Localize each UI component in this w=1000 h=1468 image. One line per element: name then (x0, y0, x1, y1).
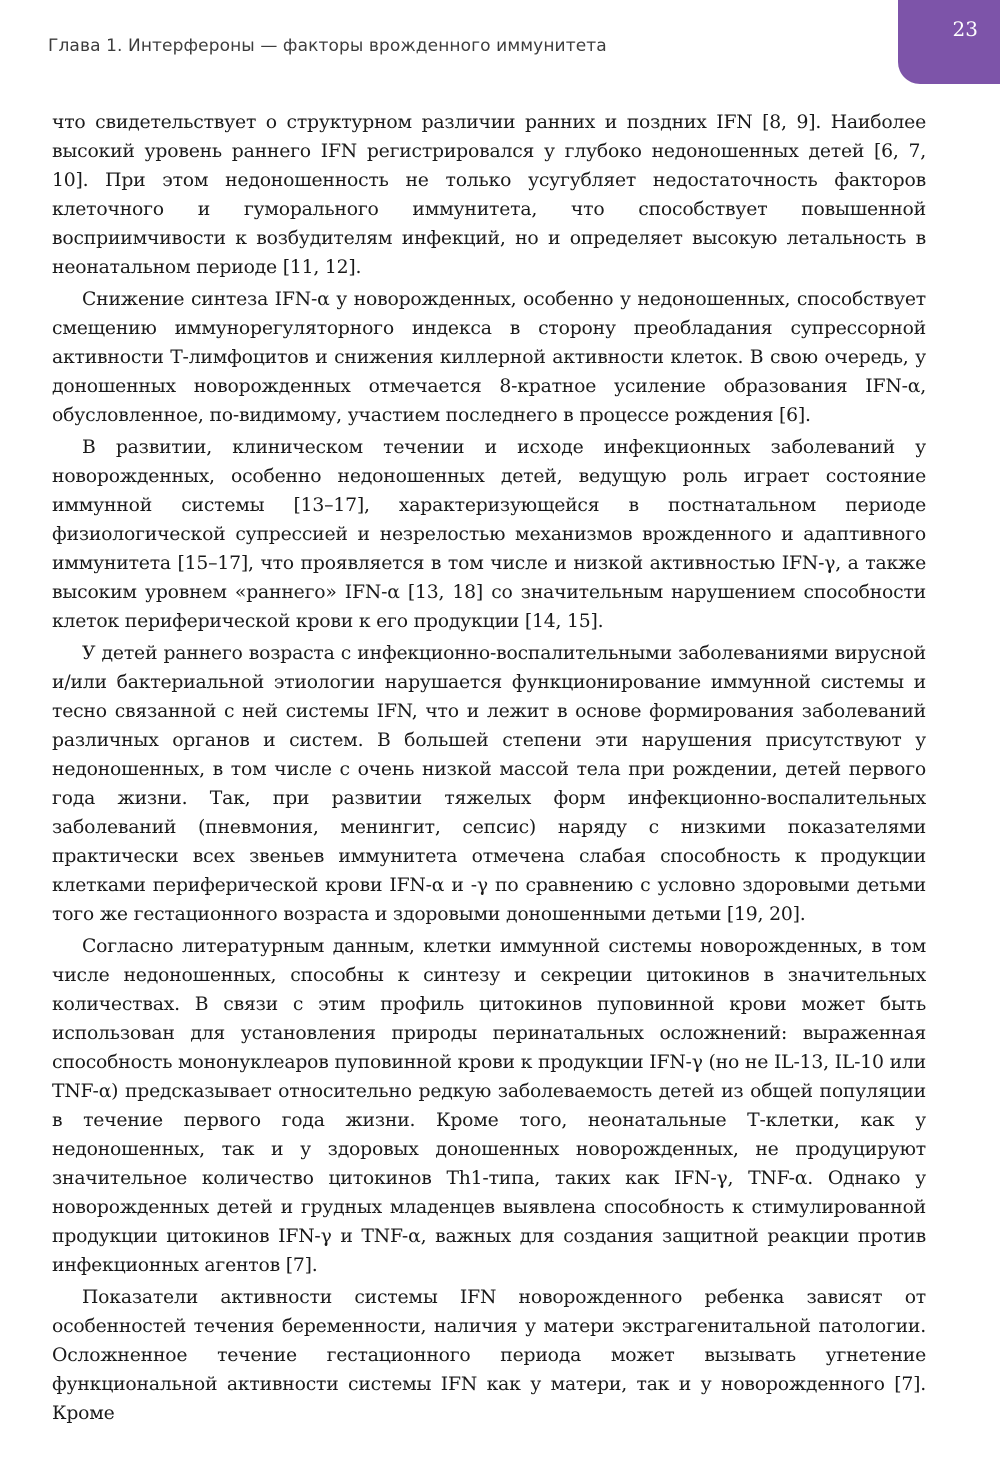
page-number: 23 (952, 17, 978, 41)
paragraph: Показатели активности системы IFN новорожденного ребенка зависят от особенностей течения беременности, наличия у матери экстрагенитальной патологии. Осложненное течение гестационного периода может вызывать угнетение функциональной активности системы IFN как у матери, так и у новорожденного [7]. Кроме (52, 1287, 926, 1424)
paragraph: Согласно литературным данным, клетки иммунной системы новорожденных, в том числе недоношенных, способны к синтезу и секреции цитокинов в значительных количествах. В связи с этим профиль цитокинов пуповинной крови может быть использован для установления природы перинатальных осложнений: выраженная способность мононуклеаров пуповинной крови к продукции IFN-γ (но не IL-13, IL-10 или TNF-α) предсказывает относительно редкую заболеваемость детей из общей популяции в течение первого года жизни. Кроме того, неонатальные Т-клетки, как у недоношенных, так и у здоровых доношенных новорожденных, не продуцируют значительное количество цитокинов Th1-типа, таких как IFN-γ, TNF-α. Однако у новорожденных детей и грудных младенцев выявлена способность к стимулированной продукции цитокинов IFN-γ и TNF-α, важных для создания защитной реакции против инфекционных агентов [7]. (52, 936, 926, 1276)
body-text (52, 108, 926, 1431)
paragraph: Снижение синтеза IFN-α у новорожденных, особенно у недоношенных, способствует смещению иммунорегуляторного индекса в сторону преобладания супрессорной активности Т-лимфоцитов и снижения киллерной активности клеток. В свою очередь, у доношенных новорожденных отмечается 8-кратное усиление образования IFN-α, обусловленное, по-видимому, участием последнего в процессе рождения [6]. (52, 289, 926, 426)
page-number-tab (898, 0, 1000, 84)
paragraph: У детей раннего возраста с инфекционно-воспалительными заболеваниями вирусной и/или бактериальной этиологии нарушается функционирование иммунной системы и тесно связанной с ней системы IFN, что и лежит в основе формирования заболеваний различных органов и систем. В большей степени эти нарушения присутствуют у недоношенных, в том числе с очень низкой массой тела при рождении, детей первого года жизни. Так, при развитии тяжелых форм инфекционно-воспалительных заболеваний (пневмония, менингит, сепсис) наряду с низкими показателями практически всех звеньев иммунитета отмечена слабая способность к продукции клетками периферической крови IFN-α и -γ по сравнению с условно здоровыми детьми того же гестационного возраста и здоровыми доношенными детьми [19, 20]. (52, 643, 926, 925)
paragraph: что свидетельствует о структурном различии ранних и поздних IFN [8, 9]. Наиболее высокий уровень раннего IFN регистрировался у глубоко недоношенных детей [6, 7, 10]. При этом недоношенность не только усугубляет недостаточность факторов клеточного и гуморального иммунитета, что способствует повышенной восприимчивости к возбудителям инфекций, но и определяет высокую летальность в неонатальном периоде [11, 12]. (52, 112, 926, 278)
running-header: Глава 1. Интерфероны — факторы врожденного иммунитета (48, 36, 607, 56)
paragraph: В развитии, клиническом течении и исходе инфекционных заболеваний у новорожденных, особенно недоношенных детей, ведущую роль играет состояние иммунной системы [13–17], характеризующейся в постнатальном периоде физиологической супрессией и незрелостью механизмов врожденного и адаптивного иммунитета [15–17], что проявляется в том числе и низкой активностью IFN-γ, а также высоким уровнем «раннего» IFN-α [13, 18] со значительным нарушением способности клеток периферической крови к его продукции [14, 15]. (52, 437, 926, 632)
